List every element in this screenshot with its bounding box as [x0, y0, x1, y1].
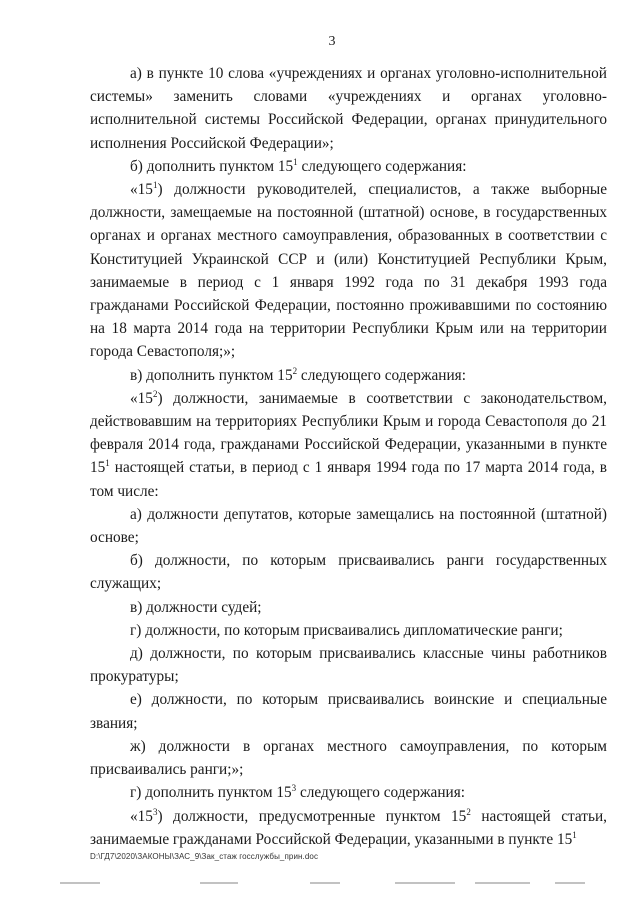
- paragraph-text: в) дополнить пунктом 15: [130, 366, 293, 384]
- paragraph-text: б) должности, по которым присваивались ранги государственных служащих;: [90, 552, 607, 593]
- paragraph-text: г) дополнить пунктом 15: [130, 784, 292, 802]
- paragraph-point-15-1: [90, 178, 607, 364]
- paragraph-text: д) должности, по которым присваивались классные чины работников прокуратуры;: [90, 645, 607, 686]
- paragraph-text: следующего содержания:: [297, 157, 467, 175]
- paragraph-amendment-c: [90, 364, 607, 387]
- paragraph-text: настоящей статьи, занимаемые гражданами Российской Федерации, указанными в пункте 15: [90, 807, 607, 848]
- paragraph-text: следующего содержания:: [296, 784, 466, 802]
- paragraph-text: настоящей статьи, в период с 1 января 1994 года по 17 марта 2014 года, в том числе:: [90, 459, 607, 500]
- superscript: 3: [152, 806, 158, 817]
- paragraph-text: «15: [130, 807, 153, 825]
- superscript: 2: [152, 388, 158, 399]
- paragraph-text: следующего содержания:: [297, 366, 466, 384]
- list-item-d: [90, 619, 607, 642]
- list-item-b: [90, 549, 607, 595]
- paragraph-amendment-a: [90, 62, 607, 155]
- paragraph-text: в) должности судей;: [130, 598, 262, 616]
- paragraph-text: ж) должности в органах местного самоуправления, по которым присваивались ранги;»;: [90, 737, 607, 779]
- superscript: 2: [292, 365, 298, 376]
- paragraph-text: е) должности, по которым присваивались воинские и специальные звания;: [90, 691, 607, 732]
- paragraph-text: а) в пункте 10 слова «учреждениях и органах уголовно-исполнительной системы» заменить словами «учреждениях и органах уголовно-исполнительной системы Российской Федерации, органах принудительного исполнения Российской Федерации»;: [90, 65, 607, 152]
- paragraph-text: «15: [130, 389, 153, 407]
- paragraph-text: ) должности, занимаемые в соответствии с законодательством, действовавшим на территориях Республики Крым и города Севастополя до 21 февраля 2014 года, гражданами Российской Федерации, указанными в пункте 15: [90, 389, 607, 477]
- paragraph-text: «15: [130, 181, 153, 199]
- paragraph-text: б) дополнить пунктом 15: [130, 157, 294, 175]
- superscript: 3: [291, 783, 297, 794]
- superscript: 1: [152, 179, 158, 190]
- superscript: 2: [466, 806, 471, 817]
- list-item-f: [90, 688, 607, 734]
- list-item-a: [90, 503, 607, 549]
- paragraph-amendment-b: [90, 155, 607, 178]
- document-body: [90, 62, 607, 851]
- paragraph-text: ) должности, предусмотренные пунктом 15: [157, 807, 467, 825]
- file-path-footer: D:\ГД7\2020\ЗАКОНЫ\ЗАС_9\Зак_стаж госслужбы_прин.doc: [90, 852, 319, 861]
- paragraph-text: а) должности депутатов, которые замещались на постоянной (штатной) основе;: [90, 505, 607, 547]
- superscript: 1: [105, 458, 110, 469]
- paragraph-amendment-d: [90, 781, 607, 804]
- paragraph-text: ) должности руководителей, специалистов, а также выборные должности, замещаемые на постоянной (штатной) основе, в государственных органах и органах местного самоуправления, образованных в соответствии с Конституцией Украинской ССР и (или) Конституцией Республики Крым, занимаемые в период с 1 января 1992 года по 31 декабря 1993 года гражданами Российской Федерации, постоянно проживавшими по состоянию на 18 марта 2014 года на территории Республики Крым или на территории города Севастополя;»;: [90, 181, 607, 361]
- superscript: 1: [572, 829, 577, 840]
- list-item-g: [90, 735, 607, 781]
- list-item-c: [90, 596, 607, 619]
- paragraph-text: г) должности, по которым присваивались дипломатические ранги;: [130, 621, 563, 639]
- list-item-e: [90, 642, 607, 688]
- page-number: 3: [328, 34, 336, 49]
- paragraph-point-15-2: [90, 387, 607, 503]
- paragraph-point-15-3: [90, 805, 607, 851]
- scan-artifact: [60, 882, 620, 888]
- superscript: 1: [293, 156, 298, 167]
